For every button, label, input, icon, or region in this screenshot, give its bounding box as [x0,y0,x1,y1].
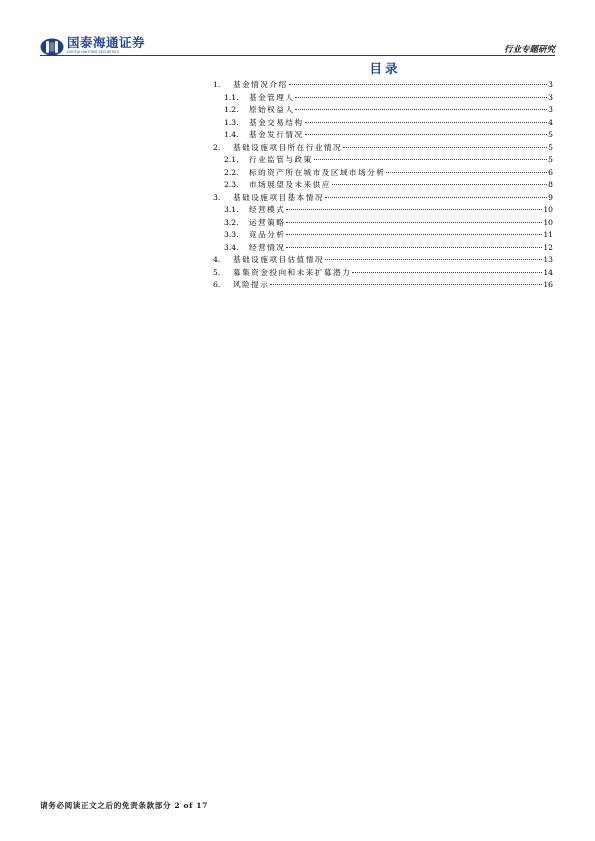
toc-entry-page: 6 [548,167,553,177]
toc-dot-leader [305,122,548,123]
toc-entry-number: 1.1. [224,92,239,102]
toc-entry-page: 5 [548,130,553,139]
toc-entry-page: 16 [543,280,553,289]
toc-entry-label: 募集资金投向和未来扩募潜力 [233,267,352,277]
toc-entry[interactable] [213,142,553,155]
toc-dot-leader [314,159,548,160]
toc-entry-label: 基金交易结构 [249,117,304,127]
toc-dot-leader [286,247,542,248]
toc-entry-label: 标的资产所在城市及区域市场分析 [249,167,386,177]
toc-entry-number: 2.3. [224,180,239,189]
toc-entry-page: 4 [548,117,553,127]
toc-entry[interactable] [213,154,553,167]
header-divider [40,55,555,56]
toc-dot-leader [305,134,548,135]
toc-entry[interactable] [213,117,553,130]
toc-entry-number: 5. [213,267,221,277]
report-type: 行业专题研究 [503,45,555,55]
toc-entry-page: 8 [548,180,553,189]
toc-entry-page: 10 [543,217,553,227]
toc-entry-number: 1.4. [224,130,239,139]
toc-entry[interactable] [213,204,553,217]
toc-entry-page: 10 [543,205,553,214]
toc-entry-label: 经营情况 [249,242,286,252]
toc-entry-page: 12 [543,242,553,252]
toc-entry-label: 行业监管与政策 [249,155,313,164]
company-name-cn: 国泰海通证券 [67,35,146,50]
page-header [40,36,555,60]
toc-entry-label: 原始权益人 [249,105,295,114]
toc-entry-label: 基础设施项目所在行业情况 [233,142,343,152]
footer-disclaimer: 请务必阅读正文之后的免责条款部分 2 of 17 [40,801,209,810]
toc-entry-page: 5 [548,142,553,152]
toc-entry-number: 6. [213,280,221,289]
toc-entry-label: 基金发行情况 [249,130,304,139]
toc-dot-leader [352,272,542,273]
toc-entry[interactable] [213,92,553,105]
toc-dot-leader [270,284,542,285]
toc-entry-label: 市场展望及未来供应 [249,180,331,189]
toc-entry[interactable] [213,192,553,205]
toc-entry-page: 3 [548,80,553,89]
toc-dot-leader [286,209,542,210]
table-of-contents [213,79,553,292]
toc-entry-number: 4. [213,255,221,264]
toc-entry-page: 3 [548,105,553,114]
toc-entry-number: 1. [213,80,221,89]
toc-entry-number: 3. [213,192,221,202]
toc-entry-label: 经营模式 [249,205,286,214]
toc-entry-label: 运营策略 [249,217,286,227]
toc-entry-number: 3.2. [224,217,239,227]
toc-entry-page: 14 [543,267,553,277]
toc-entry-number: 2. [213,142,221,152]
toc-entry[interactable] [213,179,553,192]
toc-entry[interactable] [213,242,553,255]
toc-entry-page: 5 [548,155,553,164]
toc-dot-leader [295,109,547,110]
toc-entry-label: 风险提示 [233,280,270,289]
toc-dot-leader [289,84,548,85]
toc-entry-label: 基础设施项目基本情况 [233,192,324,202]
toc-dot-leader [386,172,547,173]
toc-entry-label: 基金管理人 [249,92,295,102]
toc-entry-number: 2.2. [224,167,239,177]
toc-entry[interactable] [213,104,553,117]
toc-entry[interactable] [213,229,553,242]
toc-entry-number: 1.3. [224,117,239,127]
toc-dot-leader [325,259,542,260]
toc-entry[interactable] [213,79,553,92]
toc-entry-number: 3.3. [224,230,239,239]
company-logo [40,36,145,60]
toc-entry-number: 3.1. [224,205,239,214]
toc-dot-leader [286,234,542,235]
toc-entry-number: 2.1. [224,155,239,164]
toc-entry[interactable] [213,167,553,180]
toc-entry-page: 3 [548,92,553,102]
toc-dot-leader [343,147,547,148]
toc-entry-number: 1.2. [224,105,239,114]
company-name-en: GUOTAI HAITONG SECURITIES [67,50,119,54]
toc-entry-page: 11 [543,230,553,239]
toc-entry[interactable] [213,129,553,142]
toc-entry-number: 3.4. [224,242,239,252]
toc-entry-label: 竞品分析 [249,230,286,239]
toc-dot-leader [325,197,547,198]
toc-dot-leader [295,97,547,98]
toc-dot-leader [286,222,542,223]
company-logo-icon [40,38,64,56]
toc-entry-page: 9 [548,192,553,202]
toc-entry[interactable] [213,254,553,267]
toc-entry-page: 13 [543,255,553,264]
toc-entry[interactable] [213,267,553,280]
toc-entry[interactable] [213,217,553,230]
toc-entry-label: 基金情况介绍 [233,80,288,89]
toc-entry[interactable] [213,279,553,292]
toc-dot-leader [332,184,547,185]
toc-entry-label: 基础设施项目估值情况 [233,255,324,264]
toc-title: 目录 [369,61,401,76]
